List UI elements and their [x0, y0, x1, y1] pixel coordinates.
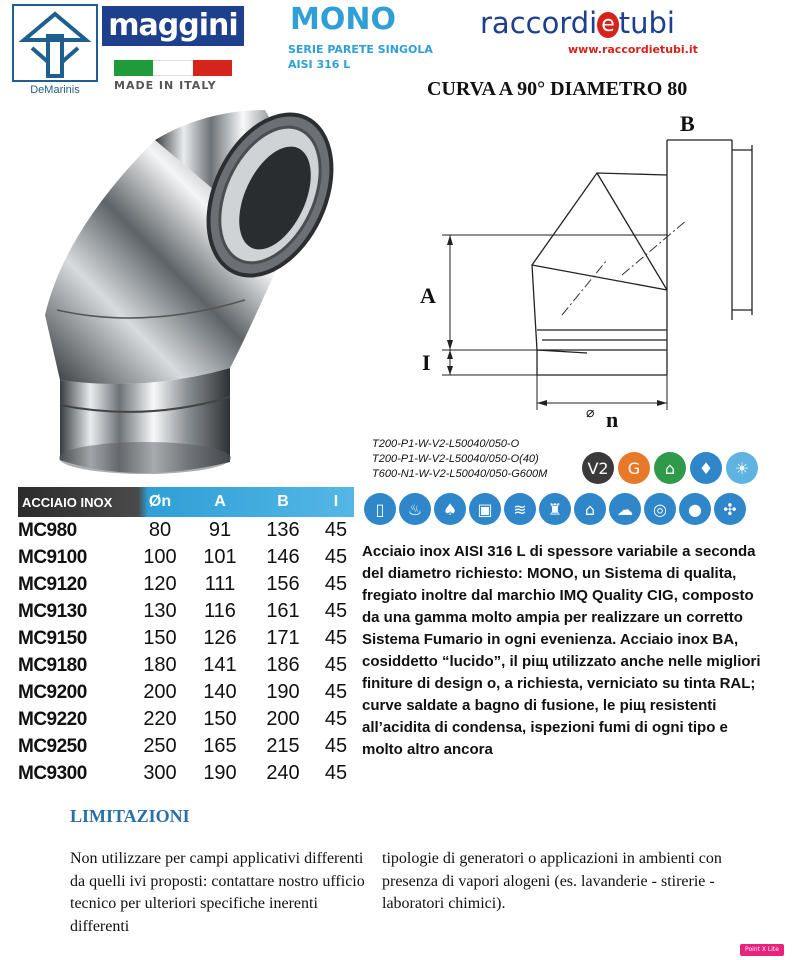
cell-value: 126	[203, 627, 237, 649]
fan-icon: ✣	[714, 493, 746, 525]
cell-value: 45	[324, 627, 348, 649]
cell-value: 45	[324, 573, 348, 595]
weather-icon: ☀	[726, 452, 758, 484]
shop-name-left: raccordi	[480, 6, 598, 40]
cell-value: 45	[324, 681, 348, 703]
cell-value: 111	[204, 573, 236, 595]
cell-value: 45	[324, 735, 348, 757]
cell-value: 146	[266, 546, 300, 568]
water-drop-icon: ●	[679, 493, 711, 525]
technical-drawing	[412, 105, 792, 435]
cell-code: MC9150	[18, 627, 87, 649]
series-subtitle	[288, 42, 433, 72]
spec-table	[18, 487, 354, 787]
table-header	[18, 487, 354, 517]
demarinis-emblem	[12, 4, 98, 82]
condensation-icon: ☁	[609, 493, 641, 525]
table-row	[18, 760, 354, 787]
cell-value: 80	[148, 519, 172, 541]
cell-code: MC9300	[18, 762, 87, 784]
table-row	[18, 571, 354, 598]
cert-code: T200-P1-W-V2-L50040/050-O(40)	[372, 453, 539, 465]
cell-value: 190	[266, 681, 300, 703]
cell-value: 161	[266, 600, 300, 622]
drop-house-icon: ♦	[690, 452, 722, 484]
cert-code: T200-P1-W-V2-L50040/050-O	[372, 438, 520, 450]
series-subtitle-line1: SERIE PARETE SINGOLA	[288, 43, 433, 56]
table-row	[18, 517, 354, 544]
dimension-label-a: A	[420, 283, 436, 308]
italian-flag	[114, 60, 232, 76]
table-row	[18, 598, 354, 625]
cell-code: MC9100	[18, 546, 87, 568]
table-row	[18, 706, 354, 733]
cell-value: 150	[203, 708, 237, 730]
cell-value: 171	[266, 627, 300, 649]
raccordietubi-logo	[480, 6, 778, 42]
header-b: B	[277, 493, 289, 510]
cell-value: 120	[143, 573, 177, 595]
cell-value: 240	[266, 762, 300, 784]
dimension-label-b: B	[680, 111, 695, 136]
cert-code: T600-N1-W-V2-L50040/050-G600M	[372, 468, 548, 480]
demarinis-logo	[12, 4, 98, 100]
cell-value: 45	[324, 600, 348, 622]
cell-value: 250	[143, 735, 177, 757]
cell-value: 180	[143, 654, 177, 676]
flag-red	[193, 60, 232, 76]
product-title: CURVA A 90° DIAMETRO 80	[427, 78, 688, 100]
cell-code: MC9220	[18, 708, 87, 730]
bottom-icons-row	[364, 493, 746, 525]
elbow-photo	[35, 100, 365, 485]
cell-value: 165	[203, 735, 237, 757]
cell-value: 220	[143, 708, 177, 730]
cell-value: 91	[208, 519, 232, 541]
table-row	[18, 733, 354, 760]
cell-value: 190	[203, 762, 237, 784]
table-row	[18, 625, 354, 652]
cell-value: 45	[324, 546, 348, 568]
diameter-symbol: ⌀	[586, 406, 595, 421]
cell-value: 140	[203, 681, 237, 703]
gas-flame-icon: ♠	[434, 493, 466, 525]
dimension-label-i: I	[422, 350, 431, 375]
raccordietubi-wordmark	[480, 6, 675, 40]
roof-icon: ⌂	[654, 452, 686, 484]
table-body	[18, 517, 354, 787]
product-description: Acciaio inox AISI 316 L di spessore variabile a seconda del diametro richiesto: MONO, un Sistema di qualita, fregiato inoltre dal marchio IMQ Quality CIG, composto da una gamma molto ampia per realizzare un corretto Sistema Fumario in ogni evenienza. Acciaio inox BA, cosiddetto “lucido”, il piщ utilizzato anche nelle migliori finiture di design o, a richiesta, verniciato su tinta RAL; curve saldate a bagno di fusione, le piщ resistenti all’acidita di condensa, ispezioni fumi di ogni tipo e molto altro ancora	[362, 543, 761, 758]
cell-value: 200	[266, 708, 300, 730]
v2-icon: V2	[582, 452, 614, 484]
cell-code: MC9200	[18, 681, 87, 703]
maggini-logo: maggini	[102, 6, 244, 46]
header-i: I	[333, 493, 339, 510]
cell-value: 215	[266, 735, 300, 757]
pellet-stove-icon: ▣	[469, 493, 501, 525]
cell-code: MC9250	[18, 735, 87, 757]
cell-value: 150	[143, 627, 177, 649]
heat-waves-icon: ≋	[504, 493, 536, 525]
cell-value: 141	[203, 654, 237, 676]
cell-code: MC9130	[18, 600, 87, 622]
cell-value: 136	[266, 519, 300, 541]
cell-value: 101	[203, 546, 237, 568]
cell-value: 116	[204, 600, 236, 622]
table-row	[18, 679, 354, 706]
cell-value: 45	[324, 654, 348, 676]
shop-name-mid: e	[597, 12, 619, 38]
cell-value: 45	[324, 519, 348, 541]
dimension-label-n: n	[606, 407, 619, 432]
demarinis-text: DeMarinis	[30, 84, 80, 96]
cooking-pot-icon: ♜	[539, 493, 571, 525]
chimney-cap-icon	[14, 6, 96, 80]
header-a: A	[214, 493, 226, 510]
cell-code: MC9120	[18, 573, 87, 595]
flame-g-icon: G	[618, 452, 650, 484]
table-row	[18, 544, 354, 571]
cell-value: 45	[324, 708, 348, 730]
limitations-text-left: Non utilizzare per campi applicativi differenti da quelli ivi proposti: contattare nostro ufficio tecnico per ulteriori specifiche inerenti differenti	[70, 850, 365, 935]
shop-url[interactable]: www.raccordietubi.it	[568, 43, 698, 56]
cell-value: 45	[324, 762, 348, 784]
cell-code: MC9180	[18, 654, 87, 676]
table-row	[18, 652, 354, 679]
limitations-heading: LIMITAZIONI	[70, 806, 190, 826]
elbow-schematic	[412, 105, 792, 435]
header-diameter: Øn	[148, 493, 172, 510]
house-icon: ⌂	[574, 493, 606, 525]
flag-white	[153, 60, 192, 76]
cell-value: 156	[266, 573, 300, 595]
limitations-text-right: tipologie di generatori o applicazioni in ambienti con presenza di vapori alogeni (es. lavanderie - stirerie - laboratori chimici).	[382, 850, 722, 912]
cell-value: 186	[266, 654, 300, 676]
series-subtitle-line2: AISI 316 L	[288, 58, 351, 71]
fireplace-icon: ♨	[399, 493, 431, 525]
cell-code: MC980	[18, 519, 77, 541]
cell-value: 200	[143, 681, 177, 703]
flag-green	[114, 60, 153, 76]
shop-name-right: tubi	[618, 6, 675, 40]
wall-boiler-icon: ▯	[364, 493, 396, 525]
header-material: ACCIAIO INOX	[22, 494, 113, 510]
cell-value: 300	[143, 762, 177, 784]
top-icons-row	[582, 452, 758, 484]
series-title: MONO	[290, 2, 396, 37]
boiler-icon: ◎	[644, 493, 676, 525]
made-in-italy-label: MADE IN ITALY	[114, 79, 217, 92]
watermark-badge: Point X Lite	[740, 944, 784, 956]
cell-value: 130	[143, 600, 177, 622]
cell-value: 100	[143, 546, 177, 568]
